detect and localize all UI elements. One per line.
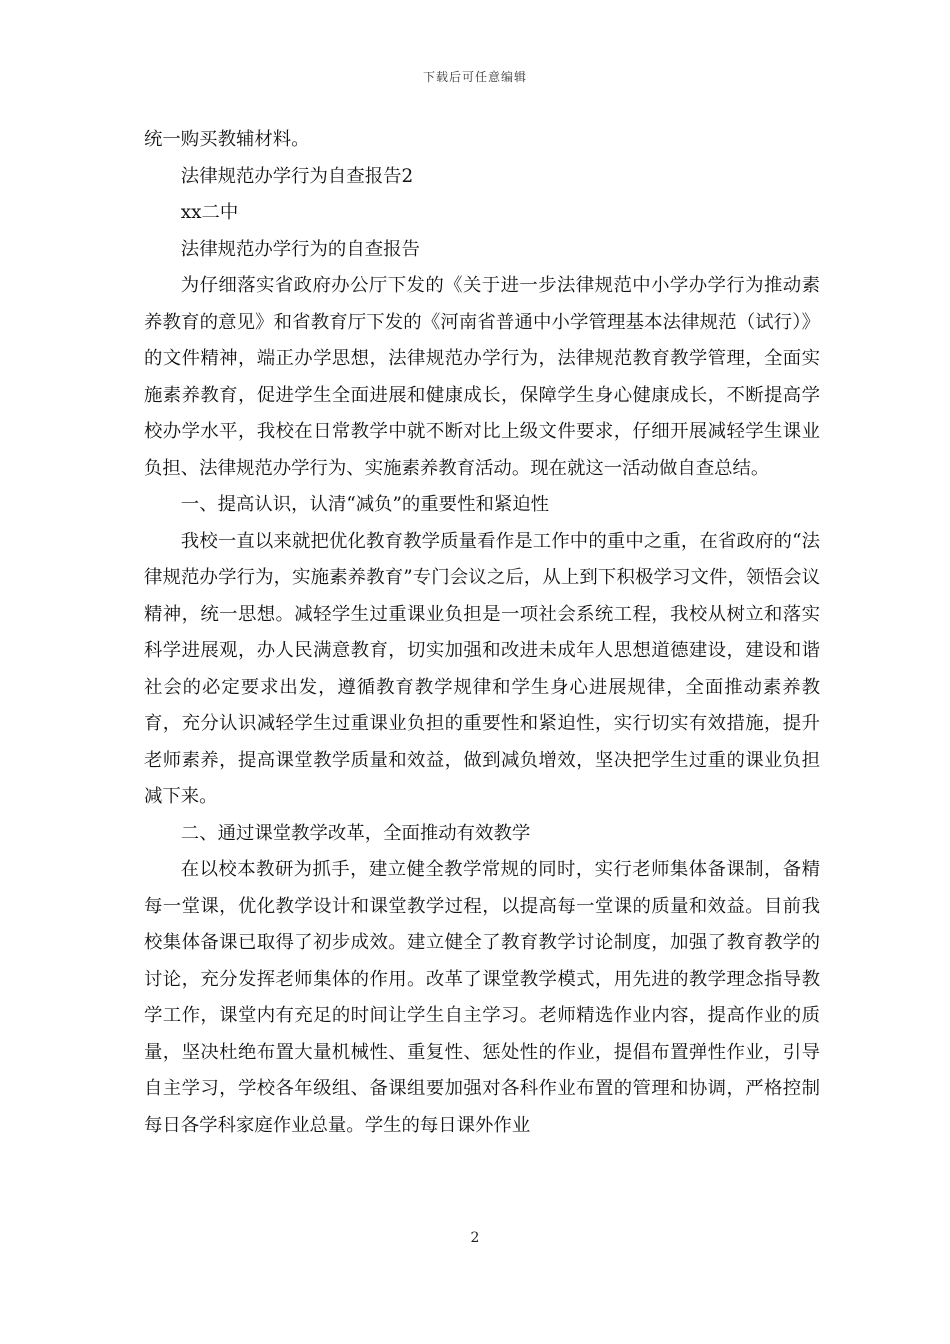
section-heading-2: 二、通过课堂教学改革，全面推动有效教学 bbox=[180, 822, 531, 844]
section-paragraph-1: 我校一直以来就把优化教育教学质量看作是工作中的重中之重，在省政府的“法律规范办学行为，实施素养教育”专门会议之后，从上到下积极学习文件，领悟会议精神，统一思想。减轻学生过重课业负担是一项社会系统工程，我校从树立和落实科学进展观，办人民满意教育，切实加强和改进未成年人思想道德建设，建设和谐社会的必定要求出发，遵循教育教学规律和学生身心进展规律，全面推动素养教育，充分认识减轻学生过重课业负担的重要性和紧迫性，实行切实有效措施，提升老师素养，提高课堂教学质量和效益，做到减负增效，坚决把学生过重的课业负担减下来。 bbox=[144, 530, 820, 807]
section-paragraph-2: 在以校本教研为抓手，建立健全教学常规的同时，实行老师集体备课制，备精每一堂课，优化教学设计和课堂教学过程，以提高每一堂课的质量和效益。目前我校集体备课已取得了初步成效。建立健全了教育教学讨论制度，加强了教育教学的讨论，充分发挥老师集体的作用。改革了课堂教学模式，用先进的教学理念指导教学工作，课堂内有充足的时间让学生自主学习。老师精选作业内容，提高作业的质量，坚决杜绝布置大量机械性、重复性、惩处性的作业，提倡布置弹性作业，引导自主学习，学校各年级组、备课组要加强对各科作业布置的管理和协调，严格控制每日各学科家庭作业总量。学生的每日课外作业 bbox=[144, 859, 820, 1136]
section-heading-1: 一、提高认识，认清“减负”的重要性和紧迫性 bbox=[180, 494, 550, 515]
school-name: xx二中 bbox=[180, 202, 239, 223]
report-title: 法律规范办学行为自查报告2 bbox=[180, 165, 414, 187]
paragraph-continuation: 统一购买教辅材料。 bbox=[144, 129, 310, 150]
intro-paragraph: 为仔细落实省政府办公厅下发的《关于进一步法律规范中小学办学行为推动素养教育的意见》和省教育厅下发的《河南省普通中小学管理基本法律规范（试行）》的文件精神，端正办学思想，法律规范办学行为，法律规范教育教学管理，全面实施素养教育，促进学生全面进展和健康成长，保障学生身心健康成长，不断提高学校办学水平，我校在日常教学中就不断对比上级文件要求，仔细开展减轻学生课业负担、法律规范办学行为、实施素养教育活动。现在就这一活动做自查总结。 bbox=[144, 275, 820, 479]
page-number: 2 bbox=[470, 1230, 480, 1246]
page-header: 下载后可任意编辑 bbox=[422, 70, 527, 84]
document-body bbox=[144, 122, 820, 1144]
report-subtitle: 法律规范办学行为的自查报告 bbox=[180, 238, 420, 260]
